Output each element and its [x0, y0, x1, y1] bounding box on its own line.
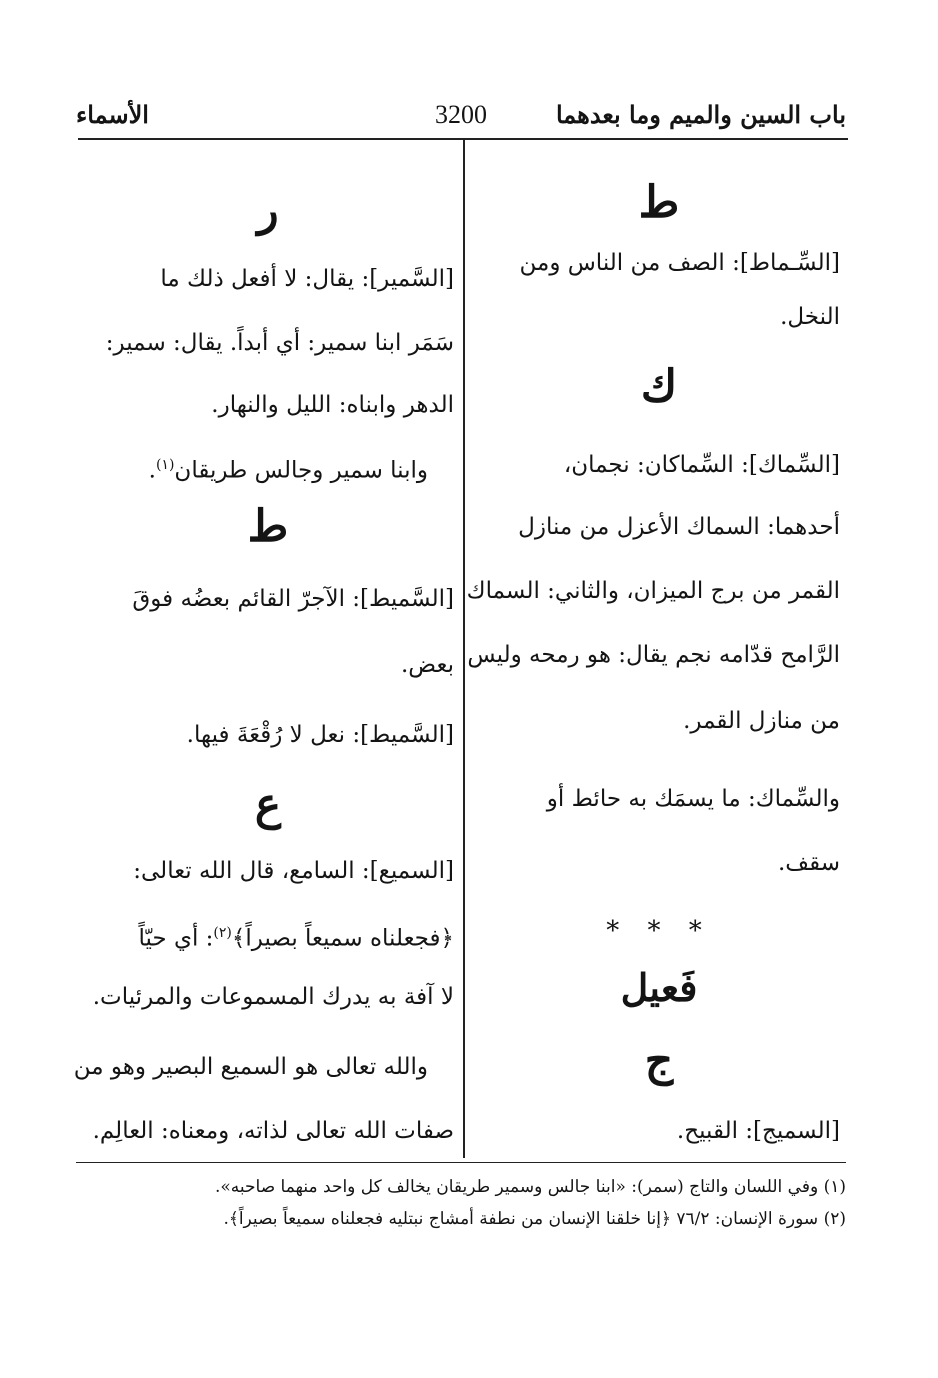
entry-samir-line-1: [السَّمير]: يقال: لا أفعل ذلك ما — [160, 266, 454, 292]
entry-sami-line-5: صفات الله تعالى لذاته، ومعناه: العالِم. — [92, 1118, 454, 1144]
entry-samit2: [السَّميط]: نعل لا رُقْعَةَ فيها. — [186, 722, 454, 748]
entry-simak-line-4: الرَّامح قدّامه نجم يقال: هو رمحه وليس — [467, 642, 840, 668]
entry-sami-line-3: لا آفة به يدرك المسموعات والمرئيات. — [92, 984, 454, 1010]
footnote-2: (٢) سورة الإنسان: ٧٦/٢ ﴿إنا خلقنا الإنسان من نطفة أمشاج نبتليه فجعلناه سميعاً بصيراً﴾. — [223, 1209, 846, 1229]
right-column — [466, 140, 840, 1160]
running-header — [76, 100, 846, 132]
entry-samir-line-2: سَمَر ابنا سمير: أي أبداً. يقال: سمير: — [105, 330, 454, 356]
entry-simak-line-2: أحدهما: السماك الأعزل من منازل — [518, 514, 840, 540]
column-divider — [463, 140, 465, 1158]
entry-samit1-line-2: بعض. — [401, 652, 454, 678]
section-separator-stars: * * * — [606, 916, 712, 946]
letter-heading-ra: ر — [257, 185, 279, 236]
page-number: 3200 — [435, 100, 487, 129]
entry-simak2-line-2: سقف. — [777, 850, 840, 876]
entry-samit1-line-1: [السَّميط]: الآجرّ القائم بعضُه فوقَ — [132, 586, 454, 612]
verse-text: وابنا سمير وجالس طريقان — [174, 457, 428, 484]
entry-simak-line-1: [السِّماك]: السِّماكان: نجمان، — [563, 452, 840, 478]
entry-simak2-line-1: والسِّماك: ما يسمَك به حائط أو — [546, 786, 840, 812]
letter-heading-kaf: ك — [640, 361, 678, 412]
letter-heading-ta-left: ط — [247, 501, 289, 552]
quote-gloss: : أي حيّاً — [138, 925, 214, 952]
entry-samir-line-3: الدهر وابناه: الليل والنهار. — [211, 392, 454, 418]
footnote-ref-1: (١) — [155, 457, 175, 473]
entry-samij: [السميج]: القبيح. — [676, 1118, 840, 1144]
entry-sami-line-4: والله تعالى هو السميع البصير وهو من — [73, 1054, 428, 1080]
entry-samat-line-1: [السِّـماط]: الصف من الناس ومن — [519, 250, 840, 276]
letter-heading-ta: ط — [638, 177, 680, 228]
entry-samat-line-2: النخل. — [780, 304, 840, 330]
verse-end: . — [148, 457, 156, 484]
entry-samir-verse — [82, 450, 428, 486]
header-section-title: الأسماء — [76, 100, 149, 129]
header-chapter-title: باب السين والميم وما بعدهما — [555, 100, 846, 129]
entry-sami-line-2 — [82, 918, 454, 954]
left-column — [73, 140, 454, 1160]
entry-simak-line-3: القمر من برج الميزان، والثاني: السماك — [466, 578, 840, 604]
footnote-ref-2: (٢) — [213, 925, 232, 941]
entry-simak-line-5: من منازل القمر. — [683, 708, 840, 734]
entry-sami-line-1: [السميع]: السامع، قال الله تعالى: — [133, 858, 454, 884]
quran-quote: ﴿فجعلناه سميعاً بصيراً﴾ — [231, 925, 454, 952]
letter-heading-jim: ج — [644, 1035, 674, 1086]
footnote-1: (١) وفي اللسان والتاج (سمر): «ابنا جالس وسمير طريقان يخالف كل واحد منهما صاحبه». — [214, 1177, 846, 1197]
letter-heading-ayn: ع — [254, 779, 282, 830]
footnote-rule — [76, 1162, 846, 1163]
pattern-heading: فَعيل — [620, 965, 698, 1010]
